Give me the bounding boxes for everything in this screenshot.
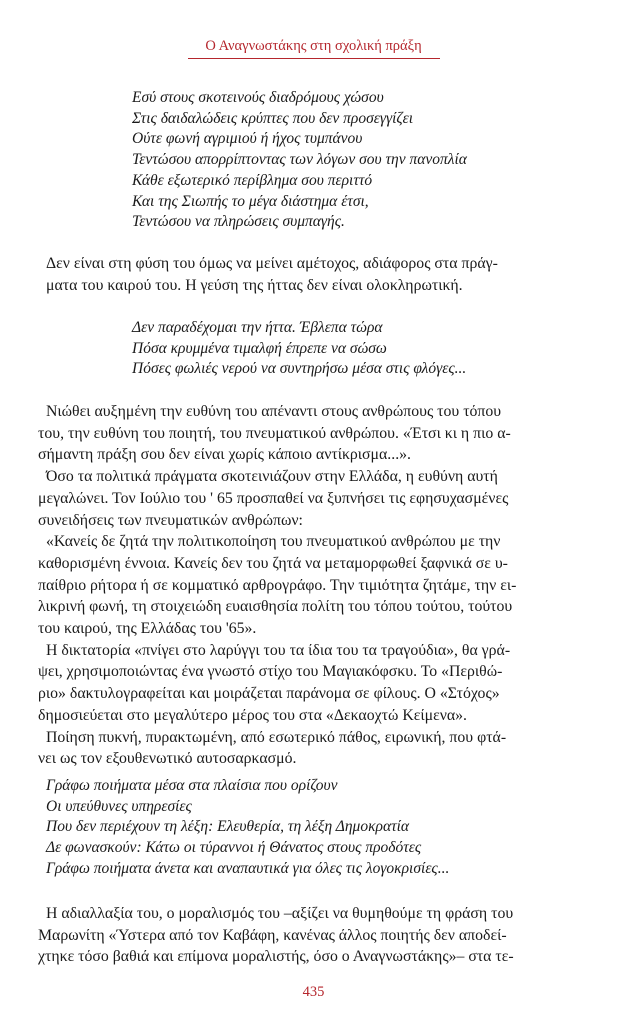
- poem-line: Γράφω ποιήματα μέσα στα πλαίσια που ορίζουν: [46, 777, 338, 794]
- poem-line: Οι υπεύθυνες υπηρεσίες: [46, 797, 192, 815]
- text-line: μεγαλώνει. Τον Ιούλιο του ' 65 προσπαθεί να ξυπνήσει τις εφησυχασμένες: [38, 489, 509, 507]
- poem-line: Στις δαιδαλώδεις κρύπτες που δεν προσεγγίζει: [132, 109, 414, 127]
- text-line: Μαρωνίτη «Ύστερα από τον Καβάφη, κανένας άλλος ποιητής δεν αποδεί-: [38, 926, 507, 944]
- text-line: ψει, χρησιμοποιώντας ένα γνωστό στίχο του Μαγιακόφσκυ. Το «Περιθώ-: [38, 663, 503, 681]
- text-line: Η αδιαλλαξία του, ο μοραλισμός του –αξίζει να θυμηθούμε τη φράση του: [46, 905, 514, 922]
- text-line: σήμαντη πράξη σου δεν είναι χωρίς κάποιο αντίκρισμα...».: [38, 446, 412, 464]
- poem-line: Γράφω ποιήματα άνετα και αναπαυτικά για όλες τις λογοκρισίες...: [46, 859, 450, 877]
- poem-stanza-1: [132, 88, 467, 233]
- text-line: ματα του καιρού του. Η γεύση της ήττας δεν είναι ολοκληρωτική.: [46, 276, 463, 294]
- text-line: Η δικτατορία «πνίγει στο λαρύγγι του τα ίδια του τα τραγούδια», θα γρά-: [46, 641, 511, 659]
- poem-line: Δε φωνασκούν: Κάτω οι τύραννοι ή Θάνατος στους προδότες: [46, 839, 422, 857]
- poem-line: Εσύ στους σκοτεινούς διαδρόμους χώσου: [132, 89, 384, 106]
- text-line: Νιώθει αυξημένη την ευθύνη του απέναντι στους ανθρώπους του τόπου: [46, 403, 502, 420]
- running-header: [0, 38, 627, 59]
- text-line: νει ως τον εξουθενωτικό αυτοσαρκασμό.: [38, 750, 297, 768]
- text-line: Ποίηση πυκνή, πυρακτωμένη, από εσωτερικό πάθος, ειρωνική, που φτά-: [46, 728, 507, 746]
- paragraph-1: [46, 253, 566, 296]
- text-line: καθορισμένη έννοια. Κανείς δεν του ζητά να μεταμορφωθεί ξαφνικά σε υ-: [38, 554, 508, 572]
- text-line: συνειδήσεις των πνευματικών ανθρώπων:: [38, 511, 303, 529]
- page-number: 435: [302, 984, 325, 1000]
- poem-line: Ούτε φωνή αγριμιού ή ήχος τυμπάνου: [132, 130, 363, 148]
- paragraph-2: [38, 401, 566, 770]
- text-line: χτηκε τόσο βαθιά και επίμονα μοραλιστής, όσο ο Αναγνωστάκης»– στα τε-: [38, 948, 514, 966]
- poem-line: Και της Σιωπής το μέγα διάστημα έτσι,: [132, 192, 369, 210]
- poem-line: Δεν παραδέχομαι την ήττα. Έβλεπα τώρα: [132, 319, 383, 336]
- text-line: Όσο τα πολιτικά πράγματα σκοτεινιάζουν στην Ελλάδα, η ευθύνη αυτή: [46, 468, 498, 486]
- poem-line: Πόσες φωλιές νερού να συντηρήσω μέσα στις φλόγες...: [132, 360, 467, 378]
- text-line: «Κανείς δε ζητά την πολιτικοποίηση του πνευματικού ανθρώπου με την: [46, 533, 501, 551]
- header-underline: [188, 58, 440, 59]
- poem-stanza-3: [46, 776, 449, 880]
- text-line: λικρινή φωνή, τη στοιχειώδη ευαισθησία πολίτη του τόπου τούτου, τούτου: [38, 598, 513, 616]
- text-line: του, την ευθύνη του ποιητή, του πνευματικού ανθρώπου. «Έτσι κι η πιο α-: [38, 424, 511, 442]
- text-line: παίθριο ρήτορα ή σε κομματικό αρθρογράφο. Την τιμιότητα ζητάμε, την ει-: [38, 576, 517, 594]
- text-line: του καιρού, της Ελλάδας του '65».: [38, 620, 257, 638]
- poem-line: Που δεν περιέχουν τη λέξη: Ελευθερία, τη λέξη Δημοκρατία: [46, 818, 410, 836]
- poem-line: Πόσα κρυμμένα τιμαλφή έπρεπε να σώσω: [132, 339, 387, 357]
- running-header-title: Ο Αναγνωστάκης στη σχολική πράξη: [205, 38, 422, 54]
- poem-line: Κάθε εξωτερικό περίβλημα σου περιττό: [132, 171, 373, 189]
- paragraph-3: [38, 903, 566, 968]
- poem-line: Τεντώσου απορρίπτοντας των λόγων σου την πανοπλία: [132, 151, 467, 169]
- poem-line: Τεντώσου να πληρώσεις συμπαγής.: [132, 213, 345, 231]
- text-line: δημοσιεύεται στο μεγαλύτερο μέρος του στα «Δεκαοχτώ Κείμενα».: [38, 706, 467, 724]
- text-line: Δεν είναι στη φύση του όμως να μείνει αμέτοχος, αδιάφορος στα πράγ-: [46, 255, 498, 272]
- poem-stanza-2: [132, 318, 466, 380]
- text-line: ριο» δακτυλογραφείται και μοιράζεται παράνομα σε φίλους. Ο «Στόχος»: [38, 685, 500, 703]
